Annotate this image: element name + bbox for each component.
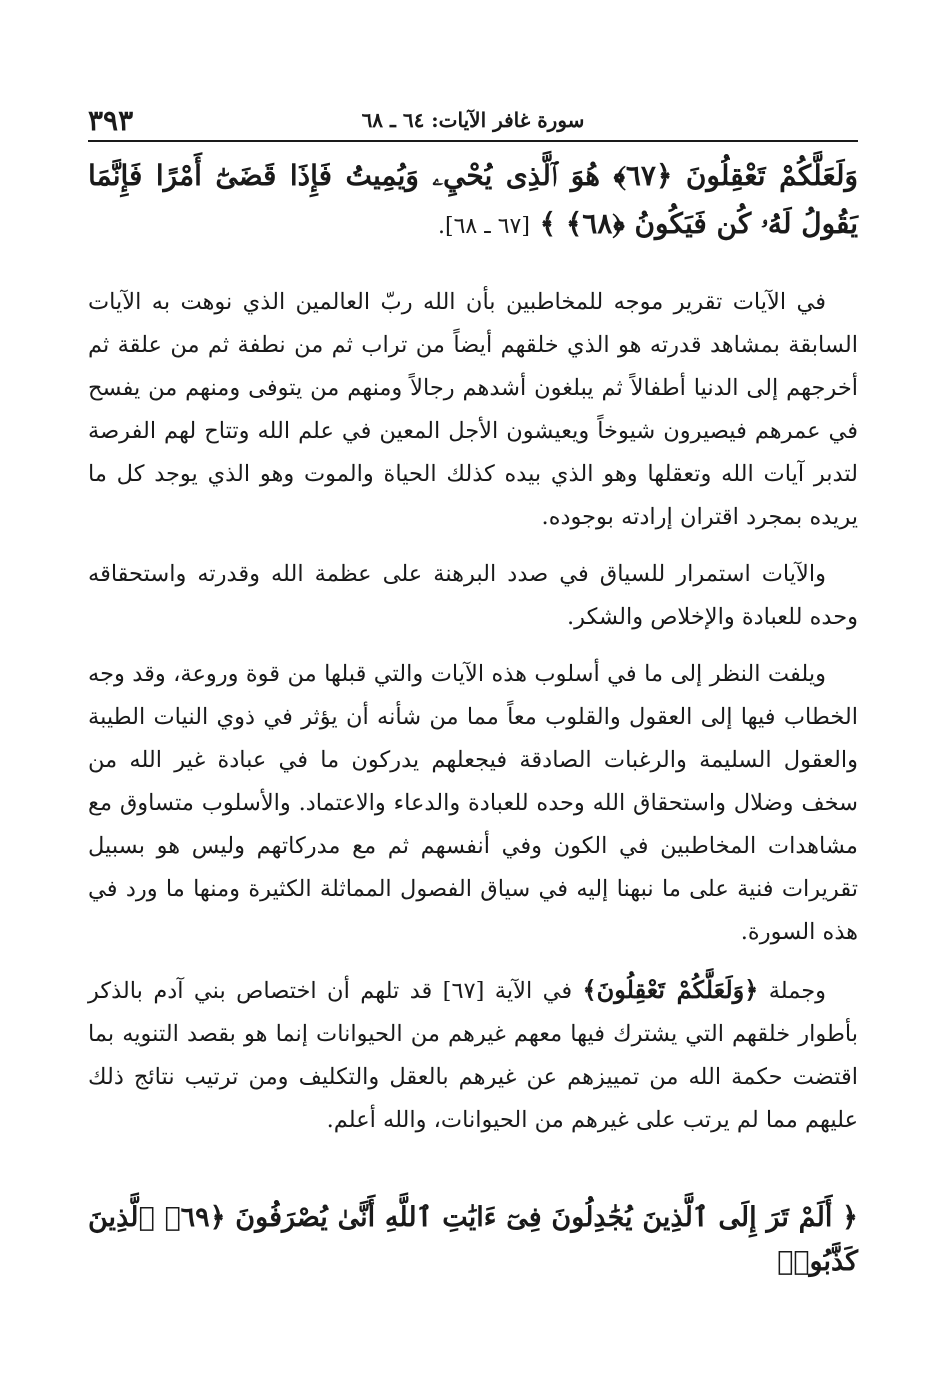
paragraph-4 <box>88 968 858 1142</box>
page-number: ٣٩٣ <box>88 104 134 137</box>
paragraph-1: في الآيات تقرير موجه للمخاطبين بأن الله ربّ العالمين الذي نوهت به الآيات السابقة بمشاهد قدرته هو الذي خلقهم أيضاً من تراب ثم من نطفة ثم من علقة ثم أخرجهم إلى الدنيا أطفالاً ثم يبلغون أشدهم رجالاً ومنهم من يتوفى ومنهم من يفسح في عمرهم فيصيرون شيوخاً ويعيشون الأجل المعين في علم الله وتتاح لهم الفرصة لتدبر آيات الله وتعقلها وهو الذي بيده كذلك الحياة والموت وهو الذي يوجد كل ما يريده بمجرد اقتران إرادته بوجوده. <box>88 289 858 530</box>
page-header <box>88 96 858 142</box>
next-verse-line: ﴿ أَلَمْ تَرَ إِلَى ٱلَّذِينَ يُجَٰدِلُونَ فِىٓ ءَايَٰتِ ٱللَّهِ أَنَّىٰ يُصْرَفُونَ ﴿٦٩﴾ ٱلَّذِينَ كَذَّبُوا۟ <box>88 1202 858 1277</box>
paragraph-2: والآيات استمرار للسياق في صدد البرهنة على عظمة الله وقدرته واستحقاقه وحده للعبادة والإخلاص والشكر. <box>88 561 858 630</box>
paragraph-4-body: في الآية [٦٧] قد تلهم أن اختصاص بني آدم بالذكر بأطوار خلقهم التي يشترك فيها معهم غيرهم من الحيوانات إنما هو بقصد التنويه بما اقتضت حكمة الله من تمييزهم عن غيرهم بالعقل والتكليف ومن ترتيب نتائج ذلك عليهم مما لم يرتب على غيرهم من الحيوانات، والله أعلم. <box>88 978 858 1133</box>
verse-reference: [٦٧ ـ ٦٨]. <box>438 214 530 239</box>
quran-verse-block <box>88 152 858 251</box>
verse-text: وَلَعَلَّكُمْ تَعْقِلُونَ ﴿٦٧﴾ هُوَ ٱلَّذِى يُحْيِۦ وَيُمِيتُ فَإِذَا قَضَىٰٓ أَمْرًا فَإِنَّمَا يَقُولُ لَهُۥ كُن فَيَكُونُ ﴿٦٨﴾ ﴾ <box>88 159 858 240</box>
running-title: سورة غافر الآيات: ٦٤ ـ ٦٨ <box>361 108 585 132</box>
paragraph-4-lead: وجملة <box>768 978 827 1004</box>
page <box>88 96 858 1276</box>
inline-verse-quote: ﴿وَلَعَلَّكُمْ تَعْقِلُونَ﴾ <box>582 975 759 1004</box>
paragraph-3: ويلفت النظر إلى ما في أسلوب هذه الآيات والتي قبلها من قوة وروعة، وقد وجه الخطاب فيها إلى العقول والقلوب معاً مما من شأنه أن يؤثر في ذوي النيات الطيبة والعقول السليمة والرغبات الصادقة فيجعلهم يدركون ما في عبادة غير الله من سخف وضلال واستحقاق الله وحده للعبادة والدعاء والاعتماد. والأسلوب متساوق مع مشاهدات المخاطبين في الكون وفي أنفسهم ثم مع مدركاتهم وليس هو بسبيل تقريرات فنية على ما نبهنا إليه في سياق الفصول المماثلة الكثيرة ومنها ما ورد في هذه السورة. <box>88 661 858 945</box>
